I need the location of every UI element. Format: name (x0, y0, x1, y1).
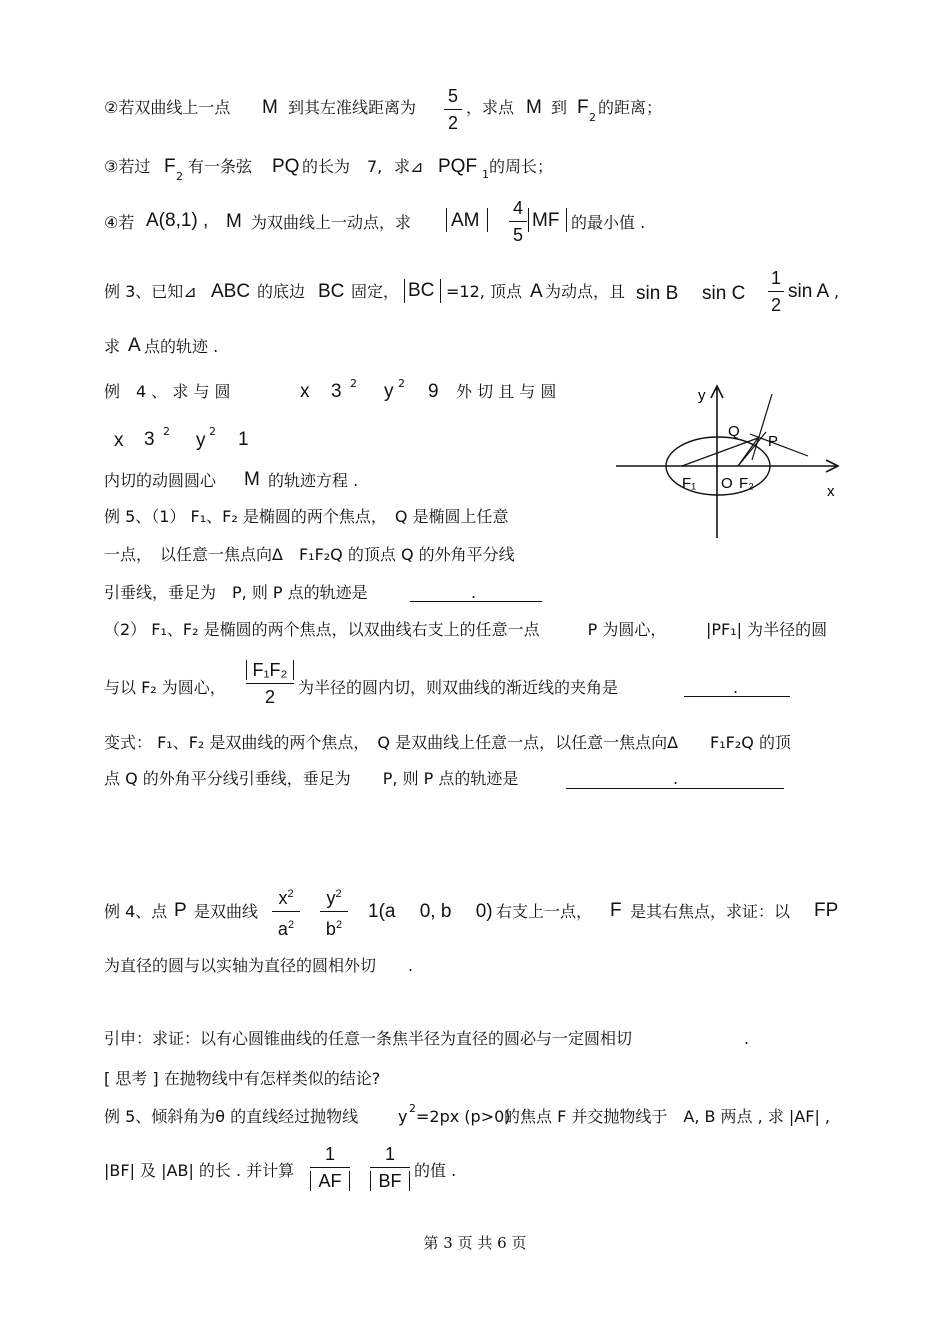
fraction-bar (768, 291, 784, 292)
label-x: x (827, 483, 835, 500)
fraction-y2-b2 (320, 884, 348, 939)
text: 的底边 (257, 282, 306, 301)
var-P: P (174, 900, 187, 921)
text: 点的轨迹 . (144, 337, 219, 356)
denominator: 5 (512, 225, 523, 245)
denominator (272, 915, 300, 939)
equation: =2px (p>0) (416, 1107, 511, 1126)
text: 右支上一点， (496, 902, 593, 921)
text: 点 Q 的外角平分线引垂线，垂足为 P, 则 P 点的轨迹是 (104, 769, 519, 788)
denominator: AF (310, 1171, 350, 1191)
numerator: F₁F₂ (246, 660, 294, 680)
point-A: A(8,1) , (146, 210, 209, 231)
fraction-1-AF (310, 1144, 350, 1191)
text: ④若 (104, 213, 135, 232)
text: ②若双曲线上一点 (104, 98, 231, 117)
fraction-bar (444, 109, 462, 110)
superscript: 2 (350, 377, 357, 390)
text: |BF| 及 |AB| 的长 . 并计算 (104, 1161, 295, 1180)
text: 内切的动圆圆心 (104, 471, 217, 490)
fraction-bar (272, 911, 300, 912)
numerator (320, 884, 348, 908)
fraction-4-5 (509, 198, 527, 245)
number: 1 (238, 429, 249, 450)
var-y: y (384, 381, 394, 402)
var-BC: BC (318, 281, 345, 302)
abs-bar (446, 208, 447, 232)
subscript: 2 (176, 170, 183, 183)
text: 的长为 (302, 157, 351, 176)
number: 9 (428, 381, 439, 402)
denominator: BF (370, 1171, 410, 1191)
label-y: y (698, 387, 706, 404)
text: （2） F₁、F₂ 是椭圆的两个焦点，以双曲线右支上的任意一点 P 为圆心， (104, 620, 667, 639)
text: 的最小值 . (571, 213, 646, 232)
var-F: F (164, 156, 176, 177)
text: 有一条弦 (188, 157, 253, 176)
text: |PF₁| 为半径的圆 (706, 620, 828, 639)
text: 引垂线，垂足为 P, 则 P 点的轨迹是 (104, 583, 368, 602)
line-1 (104, 98, 230, 118)
fraction-5-2 (444, 86, 462, 133)
fraction-1-BF (370, 1144, 410, 1191)
text: 的轨迹方程 . (268, 471, 359, 490)
sin-B: sin B (636, 283, 679, 304)
numerator: 1 (770, 268, 781, 288)
var-PQ: PQ (272, 156, 300, 177)
fraction-F1F2-2 (246, 660, 294, 707)
abs-bar (487, 208, 488, 232)
condition: 1(a 0, b 0) (368, 901, 493, 922)
var-x: x (300, 381, 310, 402)
fraction-bar (246, 683, 294, 684)
label-P: P (768, 433, 779, 450)
var-y: y (326, 888, 336, 908)
text: =12, 顶点 (446, 282, 522, 301)
superscript: 2 (287, 888, 294, 900)
text: 为半径的圆内切，则双曲线的渐近线的夹角是 (298, 678, 619, 697)
var-A: A (128, 335, 141, 356)
number: 3 (331, 381, 342, 402)
superscript: 2 (163, 425, 170, 438)
text: 的值 . (414, 1161, 457, 1180)
superscript: 2 (209, 425, 216, 438)
text: 7, (367, 157, 383, 176)
numerator: 4 (512, 198, 523, 218)
segment-F1Q (682, 438, 758, 466)
abs-bar (404, 279, 405, 303)
var-AM: AM (451, 210, 480, 231)
sin-A: sin A (788, 281, 830, 302)
segment-F2P (738, 432, 766, 466)
text: 求⊿ (394, 157, 424, 176)
text: 外 切 且 与 圆 (456, 382, 557, 401)
denominator: 2 (770, 295, 781, 315)
text: 为直径的圆与以实轴为直径的圆相外切 . (104, 956, 414, 975)
abs-bar (440, 279, 441, 303)
text: . (673, 769, 679, 788)
text: 引申：求证：以有心圆锥曲线的任意一条焦半径为直径的圆必与一定圆相切 (104, 1029, 633, 1048)
numerator: 1 (324, 1144, 335, 1164)
text: 到 (551, 98, 568, 117)
var-F: F (610, 900, 622, 921)
var-M: M (526, 97, 542, 118)
page-footer: 第 3 页 共 6 页 (423, 1234, 527, 1252)
fraction-bar (509, 221, 527, 222)
text: 一点， 以任意一焦点向Δ F₁F₂Q 的顶点 Q 的外角平分线 (104, 545, 515, 564)
var-BC: BC (408, 280, 435, 301)
var-a: a (277, 919, 288, 939)
text: 的焦点 F 并交抛物线于 A, B 两点 , 求 |AF| , (504, 1107, 831, 1126)
text: 求 (104, 337, 121, 356)
ellipse-figure (612, 378, 844, 544)
label-O: O (721, 475, 733, 492)
text: 例 4、点 (104, 902, 168, 921)
denominator (320, 915, 348, 939)
label-Q: Q (728, 423, 740, 440)
subscript: 2 (589, 111, 596, 124)
numerator (272, 884, 300, 908)
text: 变式： F₁、F₂ 是双曲线的两个焦点， Q 是双曲线上任意一点，以任意一焦点向Δ F₁F₂Q 的顶 (104, 733, 791, 752)
fraction-bar (370, 1167, 410, 1168)
var-F: F (577, 97, 589, 118)
denominator: 2 (447, 113, 458, 133)
superscript: 2 (335, 888, 342, 900)
text: 例 5、倾斜角为θ 的直线经过抛物线 (104, 1107, 359, 1126)
var-b: b (325, 919, 336, 939)
text: . (471, 583, 477, 602)
fraction-bar (310, 1167, 350, 1168)
sin-C: sin C (702, 283, 746, 304)
superscript: 2 (335, 919, 343, 931)
text: , (834, 282, 840, 301)
superscript: 2 (409, 1102, 416, 1115)
denominator: 2 (264, 687, 275, 707)
text: 的距离； (598, 98, 663, 117)
subscript: 1 (482, 168, 489, 181)
var-M: M (244, 469, 260, 490)
text: [ 思考 ] 在抛物线中有怎样类似的结论? (104, 1069, 381, 1088)
number: 3 (144, 429, 155, 450)
var-x: x (278, 888, 288, 908)
superscript: 2 (287, 919, 295, 931)
text: 是双曲线 (194, 902, 259, 921)
text: 为双曲线上一动点，求 (251, 213, 412, 232)
superscript: 2 (398, 377, 405, 390)
var-y: y (398, 1107, 408, 1126)
text: . (744, 1029, 750, 1048)
var-y: y (196, 430, 206, 451)
fraction-bar (320, 911, 348, 912)
abs-bar (566, 208, 567, 232)
text: 的周长； (489, 157, 554, 176)
label-F1: F₁ (682, 475, 697, 492)
text: 为动点，且 (545, 282, 626, 301)
text: . (733, 678, 739, 697)
var-x: x (114, 430, 124, 451)
text: 与以 F₂ 为圆心， (104, 678, 226, 697)
text: 到其左准线距离为 (288, 98, 417, 117)
numerator: 1 (384, 1144, 395, 1164)
abs-bar (528, 208, 529, 232)
text: 固定， (351, 282, 400, 301)
label-F2: F₂ (739, 475, 754, 492)
numerator: 5 (447, 86, 458, 106)
text: ③若过 (104, 157, 151, 176)
var-A: A (530, 281, 543, 302)
text: ，求点 (466, 98, 515, 117)
text: 例 4 、 求 与 圆 (104, 382, 231, 401)
text: 是其右焦点，求证：以 (630, 902, 791, 921)
var-M: M (262, 97, 278, 118)
var-M: M (226, 211, 242, 232)
var-ABC: ABC (211, 281, 251, 302)
fraction-1-2 (768, 268, 784, 315)
var-PQF: PQF (438, 156, 478, 177)
text: 例 5、（1） F₁、F₂ 是椭圆的两个焦点， Q 是椭圆上任意 (104, 507, 509, 526)
text: 例 3、已知⊿ (104, 282, 197, 301)
var-MF: MF (532, 210, 560, 231)
fraction-x2-a2 (272, 884, 300, 939)
var-FP: FP (814, 900, 839, 921)
